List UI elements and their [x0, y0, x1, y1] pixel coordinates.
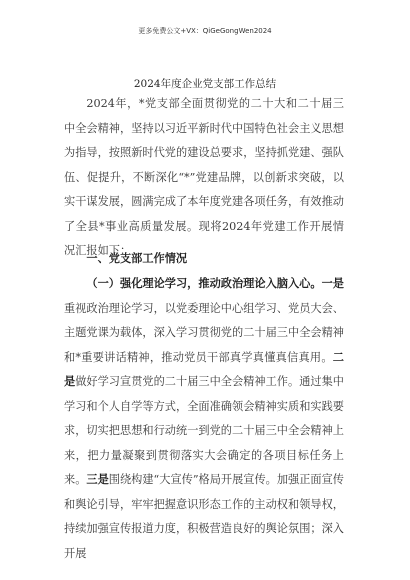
sub-paragraph: [64, 272, 344, 566]
point-text: 重视政治理论学习，以党委理论中心组学习、党员大会、主题党课为载体，深入学习贯彻党的二十届三中全会精神和*重要讲话精神，推动党员干部真学真懂真信真用。: [64, 301, 344, 364]
intro-text: 2024年，*党支部全面贯彻党的二十大和二十届三中全会精神，坚持以习近平新时代中国特色社会主义思想为指导，按照新时代党的建设总要求，坚持抓党建、强队伍、促提升，不断深化“*”党建品牌，以创新求突破，以实干谋发展，圆满完成了本年度党建各项任务，有效推动了全县*事业高质量发展。现将2024年党建工作开展情况汇报如下：: [64, 97, 344, 257]
intro-paragraph: [64, 92, 344, 264]
subsection-heading: （一）强化理论学习，推动政治理论入脑入心。: [86, 277, 322, 290]
body-paragraph: [64, 272, 344, 566]
point-label: 一是: [321, 277, 344, 290]
section-heading: 一、党支部工作情况: [86, 252, 188, 265]
point-text: 围绕构建“大宣传”格局开展宣传。加强正面宣传和舆论引导，牢牢把握意识形态工作的主动权和领导权，持续加强宣传报道力度，积极营造良好的舆论氛围；深入开展: [64, 473, 344, 560]
point-label: 三是: [86, 473, 109, 486]
page-header: 更多免费公文+VX：QiGeGongWen2024: [138, 27, 272, 35]
point-text: 做好学习宣贯党的二十届三中全会精神工作。通过集中学习和个人自学等方式，全面准确领会精神实质和实践要求，切实把思想和行动统一到党的二十届三中全会精神上来，把力量凝聚到贯彻落实大会确定的各项目标任务上来。: [64, 375, 344, 486]
document-title: 2024年度企业党支部工作总结: [133, 78, 277, 90]
point-label: 二是: [64, 350, 344, 388]
